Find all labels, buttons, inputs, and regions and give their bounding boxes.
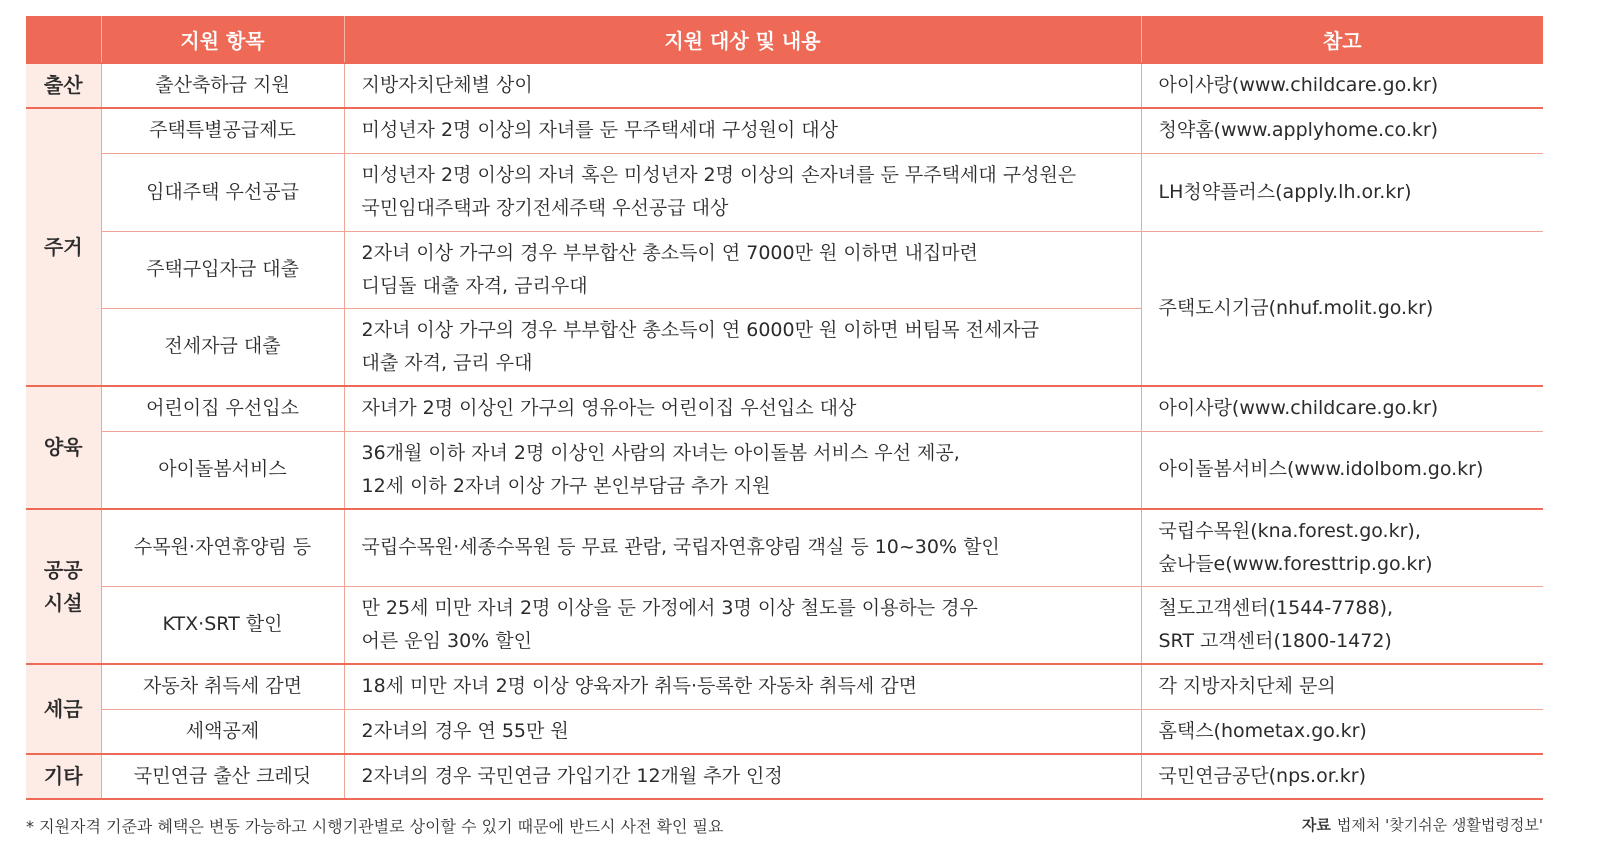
- content-cell: 미성년자 2명 이상의 자녀 혹은 미성년자 2명 이상의 손자녀를 둔 무주택세대 구성원은 국민임대주택과 장기전세주택 우선공급 대상: [344, 153, 1141, 231]
- content-cell: 만 25세 미만 자녀 2명 이상을 둔 가정에서 3명 이상 철도를 이용하는 경우 어른 운임 30% 할인: [344, 586, 1141, 664]
- item-cell: 임대주택 우선공급: [101, 153, 344, 231]
- header-reference: 참고: [1141, 16, 1543, 63]
- reference-cell: LH청약플러스(apply.lh.or.kr): [1141, 153, 1543, 231]
- table-row: [26, 709, 1543, 754]
- category-childcare: 양육: [26, 386, 101, 509]
- reference-cell: 철도고객센터(1544-7788), SRT 고객센터(1800-1472): [1141, 586, 1543, 664]
- reference-cell: 아이돌봄서비스(www.idolbom.go.kr): [1141, 431, 1543, 509]
- content-cell: 2자녀의 경우 국민연금 가입기간 12개월 추가 인정: [344, 754, 1141, 799]
- content-cell: 18세 미만 자녀 2명 이상 양육자가 취득·등록한 자동차 취득세 감면: [344, 664, 1141, 709]
- reference-cell: 국민연금공단(nps.or.kr): [1141, 754, 1543, 799]
- item-cell: 출산축하금 지원: [101, 63, 344, 108]
- content-cell: 2자녀 이상 가구의 경우 부부합산 총소득이 연 6000만 원 이하면 버팀목 전세자금 대출 자격, 금리 우대: [344, 308, 1141, 386]
- reference-cell: 각 지방자치단체 문의: [1141, 664, 1543, 709]
- category-etc: 기타: [26, 754, 101, 799]
- table-row: [26, 108, 1543, 153]
- item-cell: 수목원·자연휴양림 등: [101, 509, 344, 586]
- item-cell: 전세자금 대출: [101, 308, 344, 386]
- content-cell: 국립수목원·세종수목원 등 무료 관람, 국립자연휴양림 객실 등 10~30% 할인: [344, 509, 1141, 586]
- header-item: 지원 항목: [101, 16, 344, 63]
- category-tax: 세금: [26, 664, 101, 754]
- support-table: [26, 16, 1543, 800]
- category-birth: 출산: [26, 63, 101, 108]
- source-text: 법제처 '찾기쉬운 생활법령정보': [1336, 816, 1543, 834]
- content-cell: 자녀가 2명 이상인 가구의 영유아는 어린이집 우선입소 대상: [344, 386, 1141, 431]
- item-cell: 주택특별공급제도: [101, 108, 344, 153]
- reference-cell: 국립수목원(kna.forest.go.kr), 숲나들e(www.foresttrip.go.kr): [1141, 509, 1543, 586]
- reference-cell: 청약홈(www.applyhome.co.kr): [1141, 108, 1543, 153]
- category-public-facility: 공공 시설: [26, 509, 101, 664]
- item-cell: 국민연금 출산 크레딧: [101, 754, 344, 799]
- content-cell: 지방자치단체별 상이: [344, 63, 1141, 108]
- table-row: [26, 586, 1543, 664]
- table-row: [26, 153, 1543, 231]
- item-cell: 자동차 취득세 감면: [101, 664, 344, 709]
- table-row: [26, 231, 1543, 308]
- source-credit: [1302, 814, 1543, 835]
- header-row: [26, 16, 1543, 63]
- item-cell: 아이돌봄서비스: [101, 431, 344, 509]
- table-row: [26, 386, 1543, 431]
- category-housing: 주거: [26, 108, 101, 386]
- reference-cell: 아이사랑(www.childcare.go.kr): [1141, 386, 1543, 431]
- reference-cell: 주택도시기금(nhuf.molit.go.kr): [1141, 231, 1543, 386]
- item-cell: 주택구입자금 대출: [101, 231, 344, 308]
- item-cell: KTX·SRT 할인: [101, 586, 344, 664]
- header-category: [26, 16, 101, 63]
- content-cell: 2자녀 이상 가구의 경우 부부합산 총소득이 연 7000만 원 이하면 내집마련 디딤돌 대출 자격, 금리우대: [344, 231, 1141, 308]
- table-row: [26, 664, 1543, 709]
- item-cell: 어린이집 우선입소: [101, 386, 344, 431]
- item-cell: 세액공제: [101, 709, 344, 754]
- content-cell: 2자녀의 경우 연 55만 원: [344, 709, 1141, 754]
- table-row: [26, 63, 1543, 108]
- content-cell: 36개월 이하 자녀 2명 이상인 사람의 자녀는 아이돌봄 서비스 우선 제공, 12세 이하 2자녀 이상 가구 본인부담금 추가 지원: [344, 431, 1141, 509]
- table-row: [26, 754, 1543, 799]
- table-row: [26, 431, 1543, 509]
- reference-cell: 아이사랑(www.childcare.go.kr): [1141, 63, 1543, 108]
- header-content: 지원 대상 및 내용: [344, 16, 1141, 63]
- reference-cell: 홈택스(hometax.go.kr): [1141, 709, 1543, 754]
- source-label: 자료: [1301, 816, 1331, 834]
- footnote: * 지원자격 기준과 혜택은 변동 가능하고 시행기관별로 상이할 수 있기 때문에 반드시 사전 확인 필요: [26, 817, 724, 836]
- content-cell: 미성년자 2명 이상의 자녀를 둔 무주택세대 구성원이 대상: [344, 108, 1141, 153]
- table-row: [26, 509, 1543, 586]
